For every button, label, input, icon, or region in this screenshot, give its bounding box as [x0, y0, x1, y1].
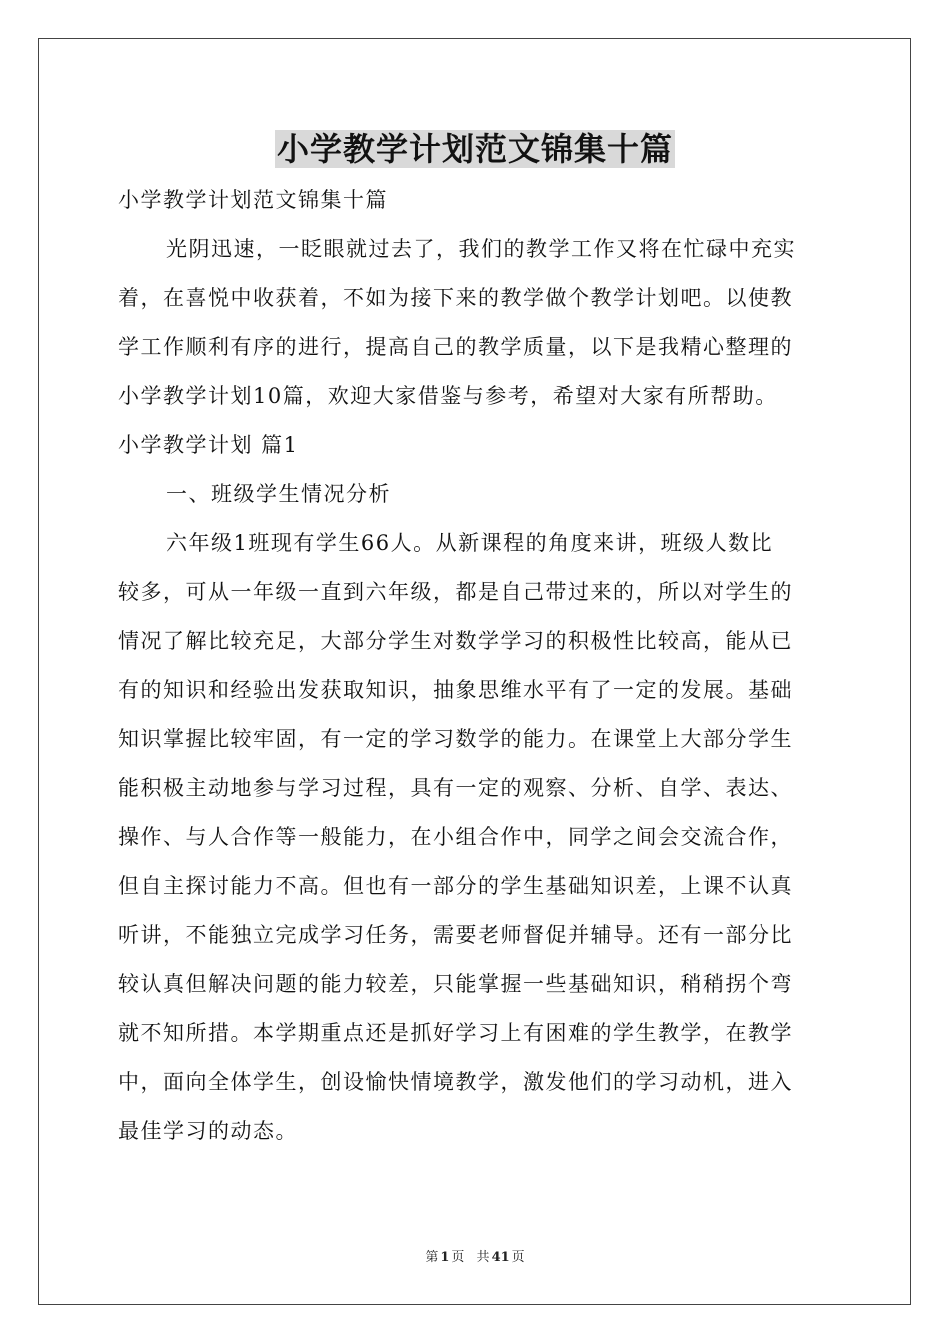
body-line: 操作、与人合作等一般能力，在小组合作中，同学之间会交流合作， — [118, 825, 793, 849]
body-line: 情况了解比较充足，大部分学生对数学学习的积极性比较高，能从已 — [118, 629, 793, 653]
page-number: 1 — [440, 1250, 450, 1265]
body-line: 着，在喜悦中收获着，不如为接下来的教学做个教学计划吧。以使教 — [118, 286, 793, 310]
body-line: 六年级1班现有学生66人。从新课程的角度来讲，班级人数比 — [166, 531, 774, 555]
body-line: 能积极主动地参与学习过程，具有一定的观察、分析、自学、表达、 — [118, 776, 793, 800]
body-line: 中，面向全体学生，创设愉快情境教学，激发他们的学习动机，进入 — [118, 1070, 793, 1094]
page-indicator — [423, 1250, 466, 1265]
body-line: 小学教学计划范文锦集十篇 — [118, 188, 388, 212]
page-label-prefix: 第 — [425, 1250, 439, 1265]
total-label-suffix: 页 — [511, 1250, 525, 1265]
total-indicator — [475, 1250, 527, 1265]
body-line: 较多，可从一年级一直到六年级，都是自己带过来的，所以对学生的 — [118, 580, 793, 604]
body-line: 就不知所措。本学期重点还是抓好学习上有困难的学生教学，在教学 — [118, 1021, 793, 1045]
body-line: 光阴迅速，一眨眼就过去了，我们的教学工作又将在忙碌中充实 — [166, 237, 796, 261]
body-line: 小学教学计划 篇1 — [118, 433, 299, 457]
body-line: 一、班级学生情况分析 — [166, 482, 391, 506]
body-line: 小学教学计划10篇，欢迎大家借鉴与参考，希望对大家有所帮助。 — [118, 384, 778, 408]
page-label-suffix: 页 — [451, 1250, 465, 1265]
total-label-prefix: 共 — [476, 1250, 490, 1265]
total-pages: 41 — [491, 1250, 510, 1265]
body-line: 学工作顺利有序的进行，提高自己的教学质量，以下是我精心整理的 — [118, 335, 793, 359]
body-line: 知识掌握比较牢固，有一定的学习数学的能力。在课堂上大部分学生 — [118, 727, 793, 751]
body-line: 但自主探讨能力不高。但也有一部分的学生基础知识差，上课不认真 — [118, 874, 793, 898]
body-line: 较认真但解决问题的能力较差，只能掌握一些基础知识，稍稍拐个弯 — [118, 972, 793, 996]
document-body — [118, 176, 832, 1156]
body-line: 有的知识和经验出发获取知识，抽象思维水平有了一定的发展。基础 — [118, 678, 793, 702]
body-line: 最佳学习的动态。 — [118, 1119, 298, 1143]
document-title-text: 小学教学计划范文锦集十篇 — [276, 130, 673, 168]
document-title — [0, 128, 950, 170]
page-footer — [0, 1246, 950, 1265]
body-line: 听讲，不能独立完成学习任务，需要老师督促并辅导。还有一部分比 — [118, 923, 793, 947]
